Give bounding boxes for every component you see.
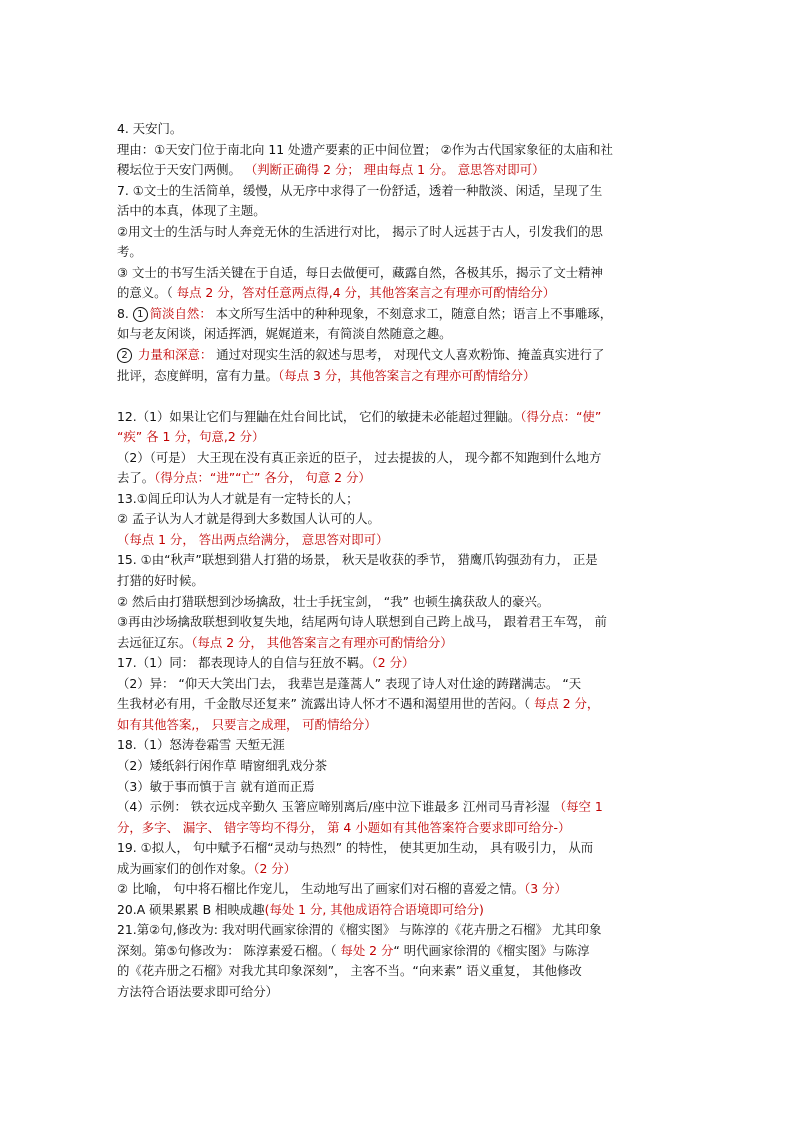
answer-12-line-1: 12.（1）如果让它们与狸鼬在灶台间比试， 它们的敏捷未必能超过狸鼬。（得分点：“使” xyxy=(117,408,602,424)
answer-7-line-5: ③ 文士的书写生活关键在于自适，每日去做便可，藏露自然，各极其乐，揭示了文士精神 xyxy=(117,264,603,280)
answer-19-line-1: 19. ①拟人， 句中赋予石榴“灵动与热烈” 的特性， 使其更加生动， 具有吸引力， 从而 xyxy=(117,840,594,856)
answer-7-line-1: 7. ①文士的生活简单，缓慢，从无序中求得了一份舒适，透着一种散淡、闲适，呈现了生 xyxy=(117,182,603,198)
answer-12-line-4: 去了。（得分点：“进”“亡” 各分， 句意 2 分） xyxy=(117,470,371,486)
answer-18-line-2: （2）矮纸斜行闲作草 晴窗细乳戏分茶 xyxy=(117,757,328,773)
answer-18-line-5: 分，多字、 漏字、 错字等均不得分， 第 4 小题如有其他答案符合要求即可给分-） xyxy=(117,819,571,835)
answer-19-line-3: ② 比喻， 句中将石榴比作宠儿， 生动地写出了画家们对石榴的喜爱之情。（3 分） xyxy=(117,881,567,897)
answer-17-line-4: 如有其他答案,， 只要言之成理， 可酌情给分） xyxy=(117,716,377,732)
answer-12-line-2: “疾” 各 1 分，句意,2 分） xyxy=(117,429,265,445)
answer-7-line-6: 的意义。（ 每点 2 分，答对任意两点得,4 分，其他答案言之有理亦可酌情给分） xyxy=(117,285,556,301)
answer-18-line-4: （4）示例： 铁衣远戍辛勤久 玉箸应啼别离后/座中泣下谁最多 江州司马青衫湿 （每空 1 xyxy=(117,799,603,815)
answer-8-line-4: 批评，态度鲜明，富有力量。（每点 3 分，其他答案言之有理亦可酌情给分） xyxy=(117,367,536,383)
answer-13-line-3: （每点 1 分， 答出两点给满分， 意思答对即可） xyxy=(117,531,389,547)
answer-15-line-4: ③再由沙场擒敌联想到收复失地，结尾两句诗人联想到自己跨上战马， 跟着君王车驾， 前 xyxy=(117,614,607,630)
answer-key-content xyxy=(117,119,687,1003)
answer-4-line-3: 稷坛位于天安门两侧。 （判断正确得 2 分； 理由每点 1 分。 意思答对即可） xyxy=(117,162,545,178)
answer-7-line-2: 活中的本真，体现了主题。 xyxy=(117,203,266,219)
answer-8-line-2: 如与老友闲谈，闲适挥洒，娓娓道来，有简淡自然随意之趣。 xyxy=(117,326,452,342)
circled-number-one-icon: 1 xyxy=(133,307,148,322)
answer-8-line-1: 8. 1 简淡自然： 本文所写生活中的种种现象，不刻意求工，随意自然；语言上不事雕琢， xyxy=(117,305,613,321)
answer-13-line-2: ② 孟子认为人才就是得到大多数国人认可的人。 xyxy=(117,511,380,527)
circled-number-two-icon: 2 xyxy=(117,348,132,363)
answer-15-line-3: ② 然后由打猎联想到沙场擒敌，壮士手抚宝剑， “我” 也顿生擒获敌人的豪兴。 xyxy=(117,593,550,609)
answer-21-line-2: 深刻。第⑤句修改为： 陈淳素爱石榴。（ 每处 2 分“ 明代画家徐渭的《榴实图》与陈淳 xyxy=(117,942,590,958)
answer-18-line-3: （3）敏于事而慎于言 就有道而正焉 xyxy=(117,778,315,794)
answer-8-line-3: 2 力量和深意： 通过对现实生活的叙述与思考， 对现代文人喜欢粉饰、掩盖真实进行了 xyxy=(117,345,687,366)
answer-21-line-4: 方法符合语法要求即可给分） xyxy=(117,983,279,999)
answer-19-line-2: 成为画家们的创作对象。（2 分） xyxy=(117,860,297,876)
answer-15-line-2: 打猎的好时候。 xyxy=(117,573,204,589)
answer-20-line-1: 20.A 硕果累累 B 相映成趣(每处 1 分, 其他成语符合语境即可给分) xyxy=(117,901,484,917)
answer-4-line-2: 理由：①天安门位于南北向 11 处遗产要素的正中间位置； ②作为古代国家象征的太庙和社 xyxy=(117,141,613,157)
answer-21-line-3: 的《花卉册之石榴》对我尤其印象深刻”， 主客不当。“向来素” 语义重复， 其他修改 xyxy=(117,963,582,979)
answer-15-line-5: 去远征辽东。（每点 2 分， 其他答案言之有理亦可酌情给分） xyxy=(117,634,453,650)
answer-13-line-1: 13.①闾丘印认为人才就是有一定特长的人； xyxy=(117,490,359,506)
answer-7-line-3: ②用文士的生活与时人奔竞无休的生活进行对比， 揭示了时人远甚于古人，引发我们的思 xyxy=(117,223,603,239)
answer-12-line-3: （2）（可是） 大王现在没有真正亲近的臣子， 过去提拔的人， 现今都不知跑到什么地方 xyxy=(117,449,602,465)
answer-17-line-2: （2）异： “仰天大笑出门去， 我辈岂是蓬蒿人” 表现了诗人对仕途的踌躇满志。 “天 xyxy=(117,675,582,691)
answer-21-line-1: 21.第②句,修改为: 我对明代画家徐渭的《榴实图》 与陈淳的《花卉册之石榴》 尤其印象 xyxy=(117,922,602,938)
answer-15-line-1: 15. ①由“秋声”联想到猎人打猎的场景， 秋天是收获的季节， 猎鹰爪钩强劲有力， 正是 xyxy=(117,552,598,568)
answer-17-line-1: 17.（1）同： 都表现诗人的自信与狂放不羁。（2 分） xyxy=(117,655,415,671)
answer-4-line-1: 4. 天安门。 xyxy=(117,121,183,136)
answer-7-line-4: 考。 xyxy=(117,244,142,260)
answer-18-line-1: 18.（1）怒涛卷霜雪 天堑无涯 xyxy=(117,737,285,753)
answer-17-line-3: 生我材必有用，千金散尽还复来” 流露出诗人怀才不遇和渴望用世的苦闷。（ 每点 2 分， xyxy=(117,696,600,712)
blank-line xyxy=(117,386,687,407)
